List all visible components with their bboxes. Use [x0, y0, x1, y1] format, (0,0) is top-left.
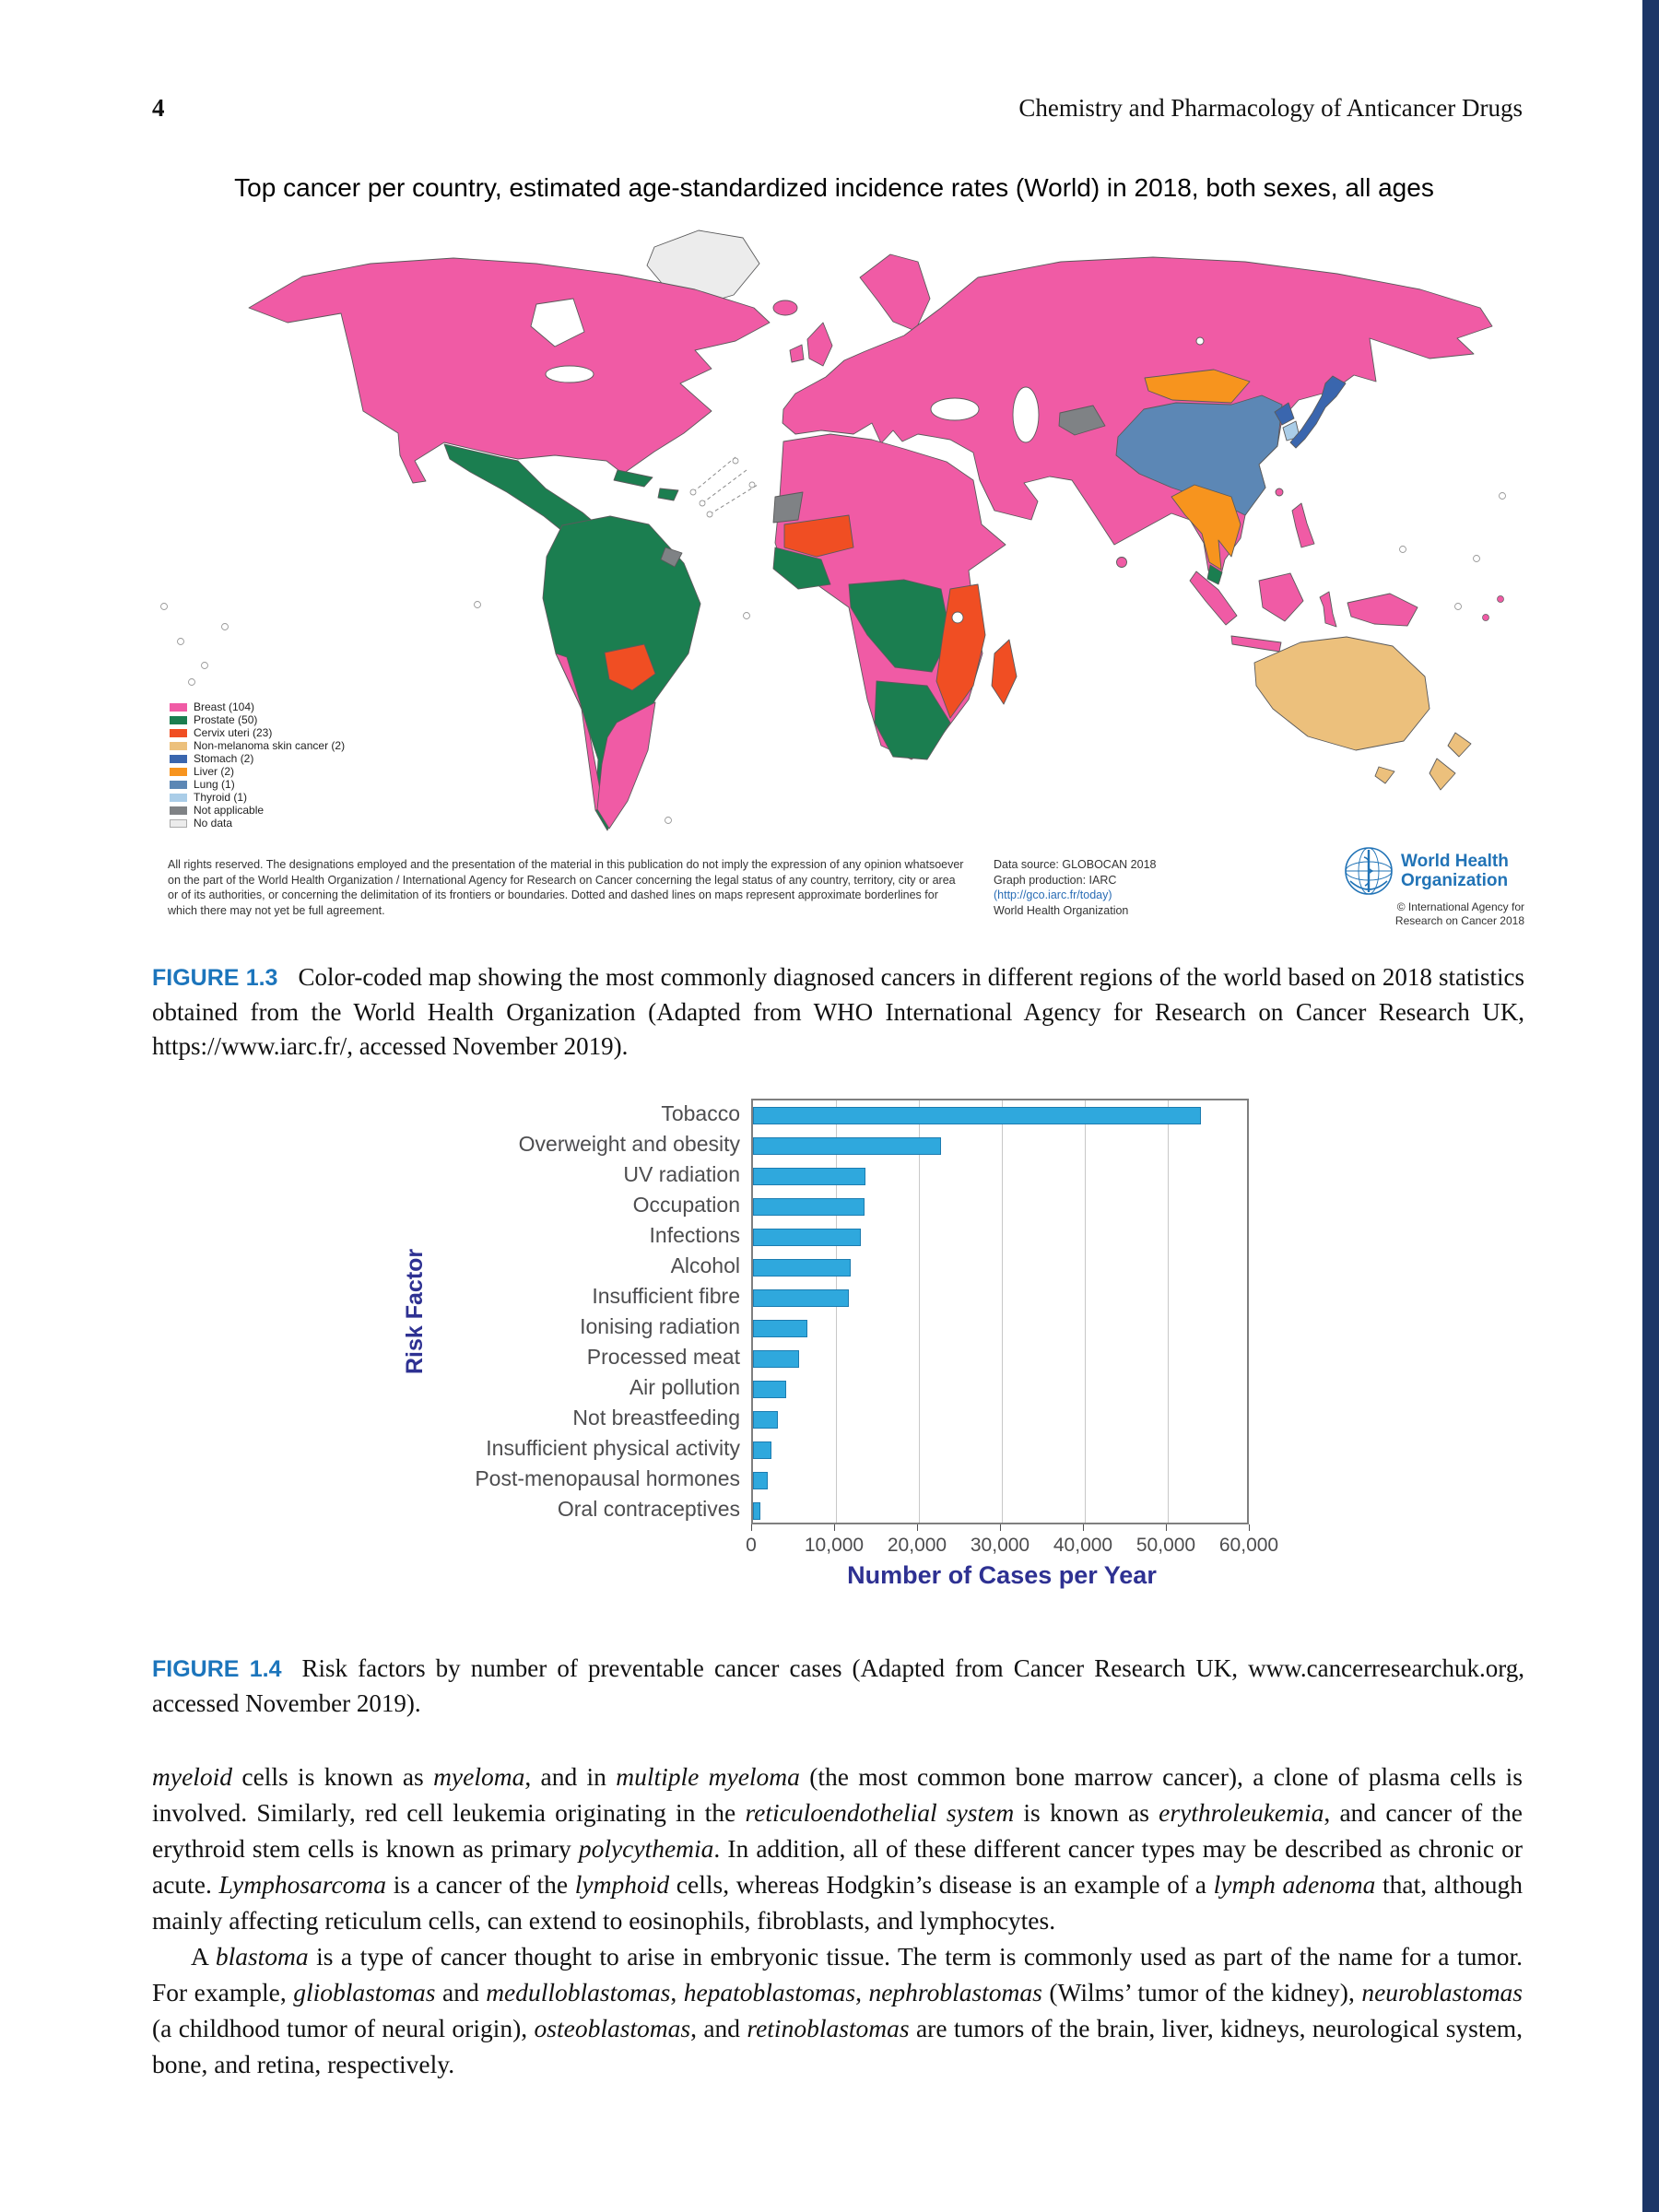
legend-swatch [170, 819, 187, 828]
chart-categories [461, 1099, 751, 1590]
legend-label: Thyroid (1) [194, 791, 248, 804]
italic-term: reticuloendothelial system [745, 1798, 1015, 1827]
legend-swatch [170, 768, 187, 776]
region-borneo [1259, 573, 1303, 621]
chart-xticks [746, 1524, 1279, 1556]
category-label: Not breastfeeding [572, 1406, 740, 1430]
text-run: are tumors of the brain, liver, kidneys, neurological system, bone, and retina, respectively. [152, 2014, 1523, 2078]
paragraph [152, 1938, 1523, 2082]
category-label: Processed meat [586, 1345, 740, 1369]
region-western-sahara [773, 492, 803, 523]
bar [753, 1502, 760, 1520]
legend-item [170, 741, 345, 751]
category-label: Occupation [632, 1193, 740, 1217]
legend-item [170, 754, 345, 764]
risk-factor-bar-chart [396, 1099, 1279, 1590]
map-legend [170, 702, 345, 831]
legend-item [170, 728, 345, 738]
italic-term: multiple myeloma [616, 1762, 800, 1791]
region-sri-lanka [1117, 558, 1127, 568]
category-label: Post-menopausal hormones [475, 1466, 740, 1490]
text-run: , and cancer of the erythroid stem cells is known as primary [152, 1798, 1523, 1863]
legend-item [170, 806, 345, 816]
region-north-america [249, 258, 770, 483]
legend-swatch [170, 703, 187, 712]
who-credit: © International Agency for Research on Cancer 2018 [1394, 900, 1524, 927]
bar [753, 1411, 778, 1429]
legend-label: Prostate (50) [194, 713, 258, 726]
bar [753, 1229, 861, 1246]
legend-item [170, 793, 345, 803]
lake-victoria [952, 612, 963, 623]
text-run: (Wilms’ tumor of the kidney), [1041, 1978, 1362, 2006]
legend-item [170, 715, 345, 725]
legend-label: Breast (104) [194, 700, 255, 713]
datasource-link[interactable]: (http://gco.iarc.fr/today) [994, 888, 1112, 901]
category-label: UV radiation [623, 1162, 740, 1186]
region-tasmania [1375, 767, 1394, 783]
legend-label: Stomach (2) [194, 752, 254, 765]
figure-1-4-text: Risk factors by number of preventable cancer cases (Adapted from Cancer Research UK, www.cancerresearchuk.org, accessed November 2019). [152, 1654, 1524, 1717]
italic-term: myeloma [433, 1762, 525, 1791]
text-run: and [435, 1978, 487, 2006]
legend-label: Non-melanoma skin cancer (2) [194, 739, 346, 752]
category-label: Insufficient fibre [592, 1284, 740, 1308]
map-title: Top cancer per country, estimated age-standardized incidence rates (World) in 2018, both sexes, all ages [234, 173, 1434, 202]
legend-label: Not applicable [194, 804, 265, 817]
page-header [152, 94, 1523, 123]
x-tick-label: 10,000 [804, 1535, 865, 1556]
who-logo-icon [1344, 846, 1394, 896]
region-australia [1254, 637, 1430, 750]
bar-row [753, 1131, 1247, 1161]
italic-term: nephroblastomas [868, 1978, 1042, 2006]
text-run: cells is known as [232, 1762, 434, 1791]
bar-row [753, 1313, 1247, 1344]
who-name: World Health Organization [1401, 852, 1509, 890]
category-label: Air pollution [629, 1375, 740, 1399]
figure-1-3-caption [152, 960, 1524, 1064]
category-label: Insufficient physical activity [486, 1436, 740, 1460]
figure-1-3-label: FIGURE 1.3 [152, 965, 278, 991]
region-new-guinea [1347, 594, 1418, 626]
legend-swatch [170, 716, 187, 724]
region-scandinavia [860, 254, 930, 331]
italic-term: Lymphosarcoma [218, 1870, 387, 1899]
figure-1-4-label: FIGURE 1.4 [152, 1656, 282, 1682]
x-tick-label: 50,000 [1135, 1535, 1196, 1556]
datasource-line: World Health Organization [994, 903, 1129, 917]
x-tick-mark [751, 1524, 752, 1531]
bar-row [753, 1192, 1247, 1222]
italic-term: myeloid [152, 1762, 233, 1791]
legend-item [170, 767, 345, 777]
legend-label: Cervix uteri (23) [194, 726, 273, 739]
y-axis-title: Risk Factor [402, 1248, 428, 1375]
x-tick-mark [1166, 1524, 1167, 1531]
bar-row [753, 1222, 1247, 1253]
region-taiwan [1276, 488, 1283, 496]
italic-term: lymph adenoma [1213, 1870, 1376, 1899]
region-uk [807, 323, 832, 366]
category-label: Tobacco [661, 1101, 740, 1125]
x-tick-mark [1083, 1524, 1084, 1531]
body-text [152, 1759, 1523, 2082]
legend-label: Liver (2) [194, 765, 235, 778]
bar [753, 1198, 865, 1216]
text-run: is known as [1014, 1798, 1159, 1827]
legend-swatch [170, 729, 187, 737]
category-label: Overweight and obesity [518, 1132, 740, 1156]
bar [753, 1259, 851, 1277]
x-tick-label: 0 [746, 1535, 757, 1556]
world-map [138, 219, 1530, 839]
bar [753, 1168, 865, 1185]
legend-item [170, 702, 345, 712]
text-run: is a cancer of the [386, 1870, 575, 1899]
category-label: Ionising radiation [580, 1314, 740, 1338]
bar-row [753, 1465, 1247, 1496]
bar [753, 1289, 849, 1307]
category-label: Oral contraceptives [557, 1497, 740, 1521]
map-datasource [994, 857, 1156, 918]
bar [753, 1381, 786, 1398]
map-disclaimer: All rights reserved. The designations employed and the presentation of the material in this publication do not imply the expression of any opinion whatsoever on the part of the World Health Organization / International Agency for Research on Cancer concerning the legal status of any country, territory, city or area or of its authorities, or concerning the delimitation of its frontiers or boundaries. Dotted and dashed lines on maps represent approximate borderlines for which there may not yet be full agreement. [168, 858, 964, 917]
page-number: 4 [152, 94, 165, 122]
x-tick-mark [1000, 1524, 1001, 1531]
italic-term: osteoblastomas [534, 2014, 691, 2042]
world-map-figure [138, 219, 1530, 839]
region-ireland [790, 345, 804, 362]
italic-term: medulloblastomas [486, 1978, 671, 2006]
category-label: Infections [649, 1223, 740, 1247]
legend-label: No data [194, 817, 233, 830]
black-sea [931, 398, 979, 420]
region-new-zealand-south [1430, 759, 1455, 790]
text-run: (the most common bone marrow cancer), a clone of plasma cells is involved. Similarly, red cell leukemia originating in the [152, 1762, 1523, 1827]
italic-term: erythroleukemia [1159, 1798, 1324, 1827]
legend-item [170, 780, 345, 790]
x-tick-label: 30,000 [970, 1535, 1030, 1556]
x-tick-mark [834, 1524, 835, 1531]
running-title: Chemistry and Pharmacology of Anticancer Drugs [1018, 94, 1523, 122]
italic-term: retinoblastomas [747, 2014, 910, 2042]
legend-label: Lung (1) [194, 778, 235, 791]
bar-row [753, 1161, 1247, 1192]
great-lakes [546, 366, 594, 382]
bar-row [753, 1496, 1247, 1526]
bar-row [753, 1435, 1247, 1465]
caspian-sea [1013, 387, 1039, 442]
text-run: , [670, 1978, 684, 2006]
bar-row [753, 1100, 1247, 1131]
region-cuba [614, 470, 653, 487]
legend-item [170, 818, 345, 829]
legend-swatch [170, 755, 187, 763]
bar-row [753, 1253, 1247, 1283]
region-iceland [773, 300, 797, 315]
region-madagascar [992, 640, 1017, 704]
datasource-line: Data source: GLOBOCAN 2018 [994, 858, 1157, 871]
text-run: (a childhood tumor of neural origin), [152, 2014, 535, 2042]
bar [753, 1320, 807, 1337]
text-run: is a type of cancer thought to arise in embryonic tissue. The term is commonly used as part of the name for a tumor. For example, [152, 1942, 1524, 2006]
paragraph [152, 1759, 1523, 1938]
page-edge-bar [1642, 0, 1659, 2212]
x-tick-label: 20,000 [887, 1535, 947, 1556]
region-new-zealand-north [1448, 733, 1471, 757]
legend-swatch [170, 794, 187, 802]
x-tick-label: 60,000 [1218, 1535, 1279, 1556]
italic-term: hepatoblastomas [683, 1978, 856, 2006]
bar-row [753, 1374, 1247, 1405]
chart-plot [751, 1099, 1249, 1524]
region-philippines [1292, 503, 1314, 547]
bar [753, 1137, 941, 1155]
region-java [1231, 636, 1281, 652]
x-tick-mark [1249, 1524, 1250, 1531]
italic-term: glioblastomas [293, 1978, 436, 2006]
x-axis-title: Number of Cases per Year [847, 1561, 1157, 1589]
text-run: that, although mainly affecting reticulum cells, can extend to eosinophils, fibroblasts, and lymphocytes. [152, 1870, 1523, 1935]
text-run: . In addition, all of these different cancer types may be described as chronic or acute. [152, 1834, 1524, 1899]
region-sulawesi [1320, 592, 1336, 627]
text-run: , and [690, 2014, 747, 2042]
bar-row [753, 1283, 1247, 1313]
x-tick-label: 40,000 [1053, 1535, 1113, 1556]
italic-term: polycythemia [578, 1834, 714, 1863]
text-run: , and in [524, 1762, 617, 1791]
lake-baikal [1196, 337, 1204, 345]
bar [753, 1350, 799, 1368]
datasource-line: Graph production: IARC [994, 873, 1117, 887]
bar [753, 1441, 771, 1459]
figure-1-3-text: Color-coded map showing the most commonly diagnosed cancers in different regions of the world based on 2018 statistics obtained from the World Health Organization (Adapted from WHO International Agency for Research on Cancer Research UK, https://www.iarc.fr/, accessed November 2019). [152, 963, 1524, 1060]
italic-term: blastoma [215, 1942, 309, 1971]
italic-term: lymphoid [574, 1870, 670, 1899]
text-run: cells, whereas Hodgkin’s disease is an example of a [669, 1870, 1214, 1899]
bar [753, 1107, 1201, 1124]
legend-swatch [170, 781, 187, 789]
bar-row [753, 1344, 1247, 1374]
legend-swatch [170, 806, 187, 815]
italic-term: neuroblastomas [1361, 1978, 1524, 2006]
text-run: A [191, 1942, 216, 1971]
bar [753, 1472, 768, 1489]
bar-row [753, 1405, 1247, 1435]
text-run: , [855, 1978, 869, 2006]
category-label: Alcohol [670, 1253, 740, 1277]
x-tick-mark [917, 1524, 918, 1531]
figure-1-4-caption [152, 1652, 1524, 1721]
who-block [1344, 846, 1524, 928]
legend-swatch [170, 742, 187, 750]
island-dots-colored [1483, 596, 1504, 621]
region-hispaniola [658, 488, 678, 500]
